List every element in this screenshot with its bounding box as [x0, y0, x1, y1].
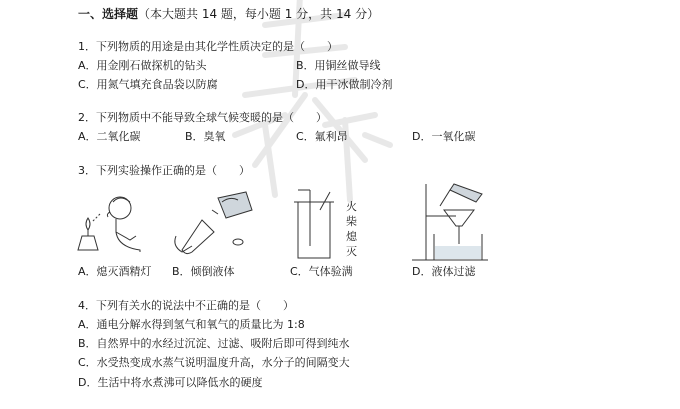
- q3-option-c: C．气体验满: [290, 265, 353, 278]
- beaker-water: [435, 246, 481, 259]
- glass-rod: [440, 190, 450, 206]
- q3-option-d: D．液体过滤: [412, 265, 476, 278]
- q1-option-a: A．用金刚石做探机的钻头: [78, 59, 207, 72]
- q2-option-b: B．臭氧: [185, 130, 226, 143]
- figure-pour-liquid: [172, 190, 262, 260]
- person-body-shape: [116, 219, 140, 252]
- q4-option-b: B．自然界中的水经过沉淀、过滤、吸附后即可得到纯水: [78, 337, 350, 350]
- q4-option-d: D．生活中将水煮沸可以降低水的硬度: [78, 376, 263, 389]
- q1-option-c: C．用氮气填充食品袋以防腐: [78, 78, 218, 91]
- q2-option-c: C．氟利昂: [296, 130, 348, 143]
- q1-option-d: D．用干冰做制冷剂: [296, 78, 393, 91]
- breath-lines: [92, 214, 100, 222]
- figure-gas-check: [290, 186, 380, 264]
- match-label-2: 柴: [346, 215, 357, 228]
- q1-stem: 1．下列物质的用途是由其化学性质决定的是（ ）: [78, 40, 338, 53]
- person-mouth-shape: [107, 212, 110, 217]
- match-stick: [320, 192, 330, 210]
- q3-option-a: A．熄灭酒精灯: [78, 265, 152, 278]
- pouring-beaker-shape: [450, 184, 482, 202]
- section-title: 一、选择题: [78, 7, 139, 21]
- reagent-bottle-shape: [218, 192, 252, 218]
- match-label-1: 火: [346, 200, 357, 213]
- q3-option-b: B．倾倒液体: [172, 265, 235, 278]
- figure-filtration: [410, 180, 500, 266]
- q4-option-a: A．通电分解水得到氢气和氧气的质量比为 1:8: [78, 318, 305, 331]
- q3-stem: 3．下列实验操作正确的是（ ）: [78, 164, 250, 177]
- q2-stem: 2．下列物质中不能导致全球气候变暖的是（ ）: [78, 111, 327, 124]
- bottle-stopper-shape: [233, 239, 243, 245]
- bottle-mouth: [212, 210, 218, 214]
- q1-option-b: B．用铜丝做导线: [296, 59, 381, 72]
- figure-extinguish-lamp: [78, 192, 168, 262]
- q4-stem: 4．下列有关水的说法中不正确的是（ ）: [78, 299, 294, 312]
- lamp-flame: [86, 218, 90, 230]
- section-heading: [78, 7, 379, 21]
- lamp-body-shape: [78, 236, 98, 250]
- match-label-3: 熄: [346, 230, 357, 243]
- q4-option-c: C．水受热变成水蒸气说明温度升高，水分子的间隔变大: [78, 356, 350, 369]
- gas-bottle-shape: [298, 202, 330, 258]
- match-label-4: 灭: [346, 245, 357, 258]
- q2-option-a: A．二氧化碳: [78, 130, 141, 143]
- q2-option-d: D．一氧化碳: [412, 130, 476, 143]
- section-note: （本大题共 14 题，每小题 1 分，共 14 分）: [138, 7, 380, 21]
- funnel-shape: [444, 210, 474, 226]
- person-hair-shape: [113, 198, 130, 202]
- person-arm-shape: [116, 232, 136, 240]
